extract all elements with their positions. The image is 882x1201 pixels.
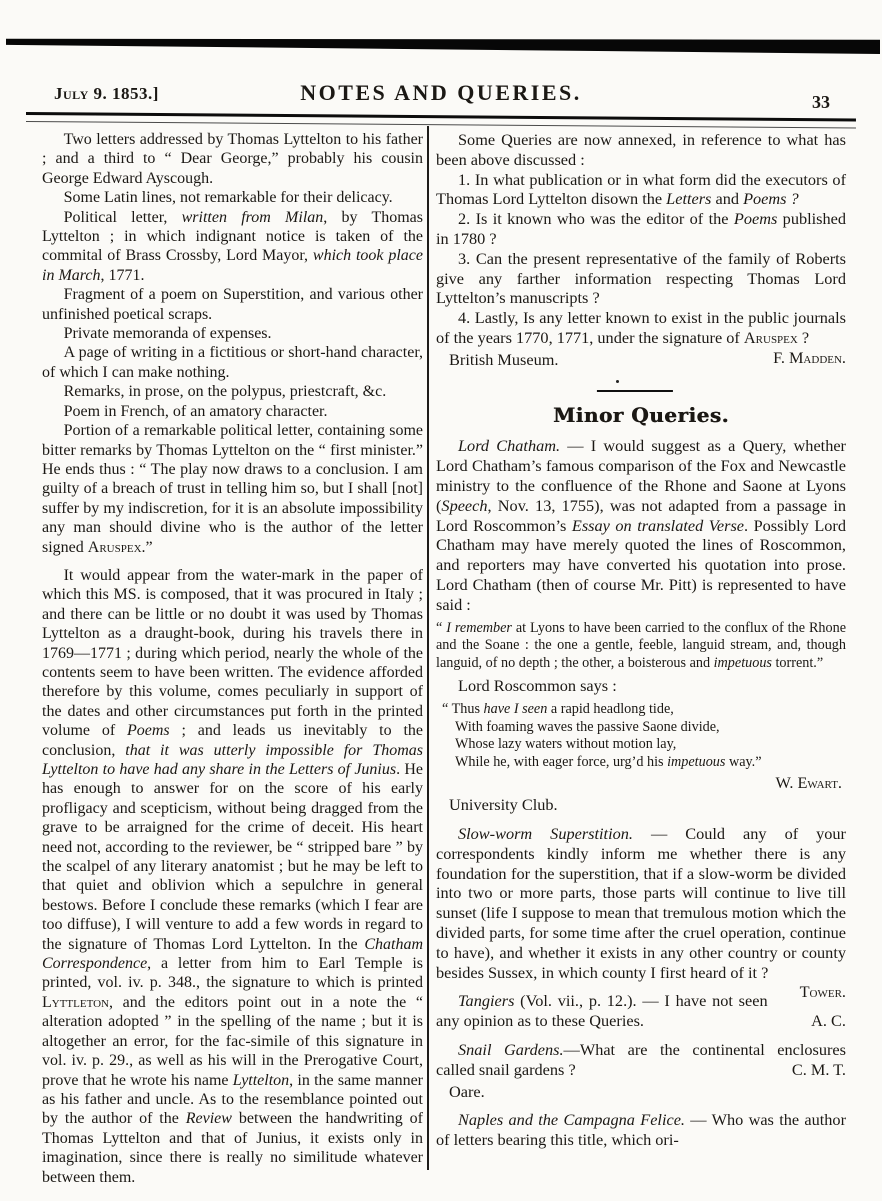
paragraph	[436, 1082, 846, 1102]
text-run: 3. Can the present representative of the family of Roberts give any farther information respecting Thomas Lord Lyttelton’s manuscripts ?	[436, 248, 846, 308]
signature: A. C.	[811, 1011, 846, 1031]
text-run: “ Thus	[442, 701, 484, 718]
text-run: Lyttelton	[232, 1071, 290, 1089]
paragraph	[436, 249, 846, 308]
text-run: Speech	[441, 495, 488, 515]
text-run: Poems ?	[743, 189, 799, 209]
scan-edge-bar	[6, 37, 880, 54]
text-run: , a letter from him to Earl Temple is printed, vol. iv. p. 348., the signature to which is printed	[42, 955, 423, 992]
signature: F. Madden.	[773, 347, 846, 367]
text-run: , 1771.	[100, 266, 145, 284]
text-run: Private memoranda of expenses.	[63, 325, 272, 343]
text-run: , Nov. 13, 1755), was not adapted from a passage in Lord Roscommon’s	[436, 495, 846, 535]
text-run: , by Thomas Lyttelton ; in which indignant notice is taken of the commital of Brass Crossby, Lord Mayor,	[42, 208, 424, 265]
text-run: Snail Gardens.	[458, 1040, 564, 1060]
paragraph	[42, 208, 423, 286]
text-run: Review	[185, 1110, 232, 1128]
text-run: Slow-worm Superstition.	[458, 824, 633, 844]
left-column	[42, 130, 423, 1187]
paragraph	[42, 421, 423, 557]
text-run: “	[436, 619, 447, 636]
paragraph	[436, 620, 846, 673]
paragraph	[436, 1040, 846, 1080]
right-column	[436, 130, 846, 1150]
text-run: — Who was the author of letters bearing this title, which ori-	[436, 1110, 846, 1150]
text-run: Essay on translated Verse	[571, 515, 745, 535]
text-run: . He has enough to answer for on the score of his early profligacy and scepticism, without being dragged from the grave to be arraigned for the crime of deceit. His heart need not, according to the reviewer, be “ stripped bare ” by the scalpel of any literary anatomist ; but he may be left to that quiet and oblivion which a sepulchre in general bestows. Before I conclude these remarks (which I fear are too diffuse), I will venture to add a few words in regard to the signature of Thomas Lord Lyttelton. In the	[42, 761, 423, 953]
text-run: , in the same manner as his father and uncle. As to the resemblance pointed out by the author of the	[42, 1071, 424, 1128]
paragraph	[436, 676, 846, 696]
paragraph	[42, 188, 423, 207]
text-run: Aruspex	[87, 538, 142, 556]
text-run: that it was utterly impossible for Thomas Lyttelton to have had any share in the Letters of Junius	[42, 741, 423, 778]
verse-line	[442, 719, 846, 737]
text-run: , and the editors point out in a note the “ alteration adopted ” in the spelling of the name ; but it is altogether an error, for the fac-simile of this signature in vol. iv. p. 29., as well as his will in the Prerogative Court, prove that he wrote his name	[42, 993, 423, 1089]
text-run: Poems	[126, 722, 170, 740]
section-heading: Minor Queries.	[553, 402, 729, 427]
text-run: 2. Is it known who was the editor of the	[458, 209, 734, 229]
header-rule	[26, 112, 856, 121]
paragraph	[42, 324, 423, 343]
verse-line	[442, 701, 846, 719]
text-run: Portion of a remarkable political letter, containing some bitter remarks by Thomas Lyttelton on the “ first minister.” He ends thus : “ The play now draws to a conclusion. I am guilty of a breach of trust in telling him so, but I shall [not] suffer by my indiscretion, for it is an absolute impossibility any man should divine who is the author of the letter signed	[42, 422, 423, 556]
text-run: written from Milan	[181, 208, 324, 226]
text-run: With foaming waves the passive Saone divide,	[455, 718, 720, 735]
page-number: 33	[812, 92, 830, 112]
text-run: Aruspex	[743, 327, 798, 347]
text-run: Remarks, in prose, on the polypus, priestcraft, &c.	[63, 383, 387, 401]
paragraph	[42, 285, 423, 324]
text-run: way.”	[725, 753, 762, 770]
text-run: Some Latin lines, not remarkable for their delicacy.	[63, 189, 393, 207]
paragraph	[436, 773, 846, 793]
text-run: I remember	[446, 619, 512, 636]
text-run: Chatham Correspondence	[42, 935, 423, 973]
text-run: — Could any of your correspondents kindly inform me whether there is any foundation for the superstition, that if a slow-worm be divided into two or more parts, those parts will continue to live till sunset (life I suppose to mean that tremulous motion which the divided parts, for some time after the cruel operation, continue to have), and whether it exists in any other country or county besides Sussex, in which county I first heard of it ?	[436, 824, 846, 982]
issue-date: July 9. 1853.]	[54, 84, 159, 103]
paragraph	[42, 402, 423, 421]
page-title: NOTES AND QUERIES.	[300, 80, 582, 105]
paragraph	[436, 170, 846, 210]
paragraph	[42, 382, 423, 401]
divider-dot	[616, 380, 619, 383]
header-rule-thin	[26, 121, 856, 129]
paragraph	[436, 1110, 846, 1150]
text-run: at Lyons to have been carried to the conflux of the Rhone and the Soane : the one a gentle, feeble, languid stream, and, though languid, of no depth ; the other, a boisterous and	[436, 619, 846, 671]
paragraph	[436, 209, 846, 249]
verse-line	[442, 754, 846, 772]
paragraph	[436, 795, 846, 815]
text-run: Oare.	[449, 1081, 485, 1101]
text-run: Political letter,	[63, 208, 182, 226]
text-run: —What are the continental enclosures called snail gardens ?	[436, 1040, 846, 1079]
text-run: torrent.”	[771, 654, 824, 671]
text-run: Fragment of a poem on Superstition, and various other unfinished poetical scraps.	[42, 286, 423, 323]
text-run: University Club.	[449, 795, 558, 815]
paragraph	[42, 566, 423, 1187]
text-run: ?	[797, 327, 810, 347]
text-run: (Vol. vii., p. 12.). — I have not seen any opinion as to these Queries.	[436, 991, 768, 1031]
text-run: Naples and the Campagna Felice.	[458, 1110, 685, 1130]
section-divider	[436, 379, 846, 397]
paragraph	[436, 130, 846, 170]
text-run: .”	[141, 538, 153, 556]
text-run: Lyttleton	[42, 993, 110, 1011]
text-run: Lord Roscommon says :	[458, 676, 617, 696]
text-run: Lord Chatham.	[458, 436, 561, 456]
text-run: Poem in French, of an amatory character.	[63, 402, 328, 420]
verse-line	[442, 736, 846, 754]
text-run: Some Queries are now annexed, in reference to what has been above discussed :	[436, 130, 846, 169]
text-run: Poems	[733, 209, 778, 229]
text-run: . Possibly Lord Chatham may have merely quoted the lines of Roscommon, and reporters may have converted his quotation into prose. Lord Chatham (then of course Mr. Pitt) is represented to have said :	[436, 515, 846, 614]
text-run: Tangiers	[458, 991, 515, 1011]
text-run: which took place in March	[42, 247, 424, 284]
text-run: have I seen	[483, 701, 548, 718]
text-run: It would appear from the water-mark in the paper of which this MS. is composed, that it was procured in Italy ; and there can be little or no doubt it was used by Thomas Lyttelton as a draught-book, during his travels there in 1769—1771 ; during which period, nearly the whole of the contents seem to have been written. The evidence afforded therefore by this volume, comes peculiarly in support of the dates and other circumstances put forth in the printed volume of	[42, 566, 423, 740]
paragraph	[42, 343, 423, 382]
text-run: between the handwriting of Thomas Lyttelton and that of Junius, it exists only in imagination, since there is really no similitude whatever between them.	[42, 1110, 424, 1186]
paragraph	[436, 436, 846, 614]
text-run: published in 1780 ?	[436, 209, 846, 248]
text-run: a rapid headlong tide,	[547, 701, 674, 718]
text-run: A page of writing in a fictitious or short-hand character, of which I can make nothing.	[42, 344, 423, 381]
text-run: British Museum.	[449, 349, 559, 369]
text-run: ; and leads us inevitably to the conclusion,	[42, 722, 423, 759]
text-run: While he, with eager force, urg’d his	[455, 753, 668, 770]
divider-line	[597, 390, 673, 392]
signature: C. M. T.	[791, 1059, 846, 1079]
text-run: W. Ewart.	[775, 773, 842, 793]
text-run: impetuous	[713, 654, 772, 671]
text-run: Two letters addressed by Thomas Lyttelton to his father ; and a third to “ Dear George,” probably his cousin George Edward Ayscough.	[42, 131, 423, 187]
column-divider	[427, 126, 429, 1170]
text-run: 1. In what publication or in what form did the executors of Thomas Lord Lyttelton disown the	[436, 169, 846, 209]
text-run: and	[711, 189, 744, 209]
text-run: Whose lazy waters without motion lay,	[455, 736, 677, 753]
paragraph	[42, 130, 423, 188]
verse	[442, 701, 846, 771]
signature: Tower.	[799, 982, 846, 1002]
text-run: Letters	[666, 189, 712, 209]
text-run: — I would suggest as a Query, whether Lord Chatham’s famous comparison of the Fox and Newcastle ministry to the confluence of the Rhone and Saone at Lyons (	[436, 436, 846, 515]
text-run: 4. Lastly, Is any letter known to exist in the public journals of the years 1770, 1771, under the signature of	[436, 308, 846, 347]
text-run: impetuous	[667, 753, 726, 770]
